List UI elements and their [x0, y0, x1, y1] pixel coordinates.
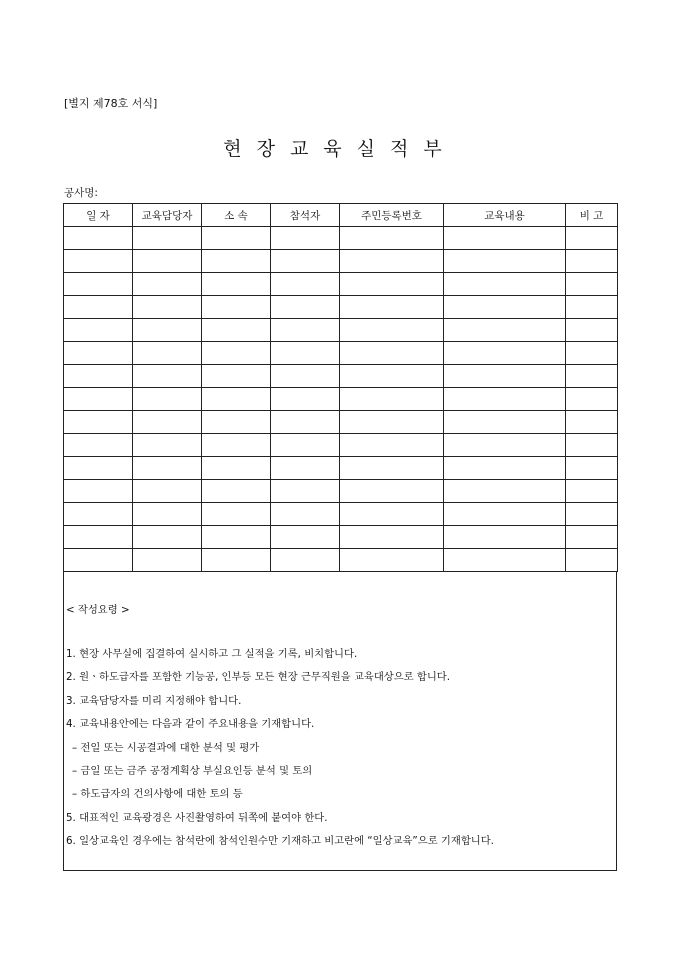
table-row	[64, 319, 618, 342]
table-cell[interactable]	[340, 319, 444, 342]
table-cell[interactable]	[444, 296, 566, 319]
table-row	[64, 411, 618, 434]
table-cell[interactable]	[133, 319, 202, 342]
guide-subitem: – 전일 또는 시공결과에 대한 분석 및 평가	[72, 741, 260, 754]
table-row	[64, 388, 618, 411]
table-cell[interactable]	[64, 388, 133, 411]
table-cell[interactable]	[340, 273, 444, 296]
page-title: 현장교육실적부	[223, 138, 457, 160]
table-row	[64, 365, 618, 388]
table-header-row	[64, 204, 618, 227]
table-cell[interactable]	[64, 526, 133, 549]
table-cell[interactable]	[340, 342, 444, 365]
site-name-label: 공사명:	[64, 187, 98, 199]
table-cell[interactable]	[566, 296, 618, 319]
table-cell[interactable]	[340, 503, 444, 526]
table-cell[interactable]	[64, 480, 133, 503]
table-cell[interactable]	[202, 411, 271, 434]
table-cell[interactable]	[444, 503, 566, 526]
table-cell[interactable]	[202, 480, 271, 503]
header-attendee: 참석자	[271, 204, 340, 227]
table-cell[interactable]	[202, 273, 271, 296]
table-cell[interactable]	[133, 227, 202, 250]
table-cell[interactable]	[64, 549, 133, 572]
table-cell[interactable]	[64, 503, 133, 526]
table-cell[interactable]	[64, 296, 133, 319]
table-cell[interactable]	[340, 480, 444, 503]
table-cell[interactable]	[64, 457, 133, 480]
table-row	[64, 434, 618, 457]
table-cell[interactable]	[271, 250, 340, 273]
table-cell[interactable]	[340, 388, 444, 411]
table-cell[interactable]	[566, 503, 618, 526]
table-cell[interactable]	[64, 434, 133, 457]
table-cell[interactable]	[202, 388, 271, 411]
table-row	[64, 273, 618, 296]
table-cell[interactable]	[271, 549, 340, 572]
table-cell[interactable]	[566, 227, 618, 250]
table-row	[64, 480, 618, 503]
guide-subitem: – 금일 또는 금주 공정계획상 부실요인등 분석 및 토의	[72, 765, 313, 777]
table-cell[interactable]	[340, 434, 444, 457]
table-cell[interactable]	[340, 526, 444, 549]
table-cell[interactable]	[566, 250, 618, 273]
table-cell[interactable]	[271, 480, 340, 503]
guide-item: 6. 일상교육인 경우에는 참석란에 참석인원수만 기재하고 비고란에 “일상교육”으로 기재합니다.	[66, 835, 494, 848]
table-row	[64, 526, 618, 549]
form-number: [별지 제78호 서식]	[64, 97, 158, 110]
table-cell[interactable]	[444, 549, 566, 572]
table-cell[interactable]	[64, 273, 133, 296]
table-cell[interactable]	[444, 250, 566, 273]
table-cell[interactable]	[340, 250, 444, 273]
guide-item: 3. 교육담당자를 미리 지정해야 합니다.	[66, 694, 242, 707]
table-cell[interactable]	[340, 549, 444, 572]
table-row	[64, 549, 618, 572]
table-cell[interactable]	[444, 480, 566, 503]
table-cell[interactable]	[271, 503, 340, 526]
header-resident-number: 주민등록번호	[340, 204, 444, 227]
table-row	[64, 457, 618, 480]
table-cell[interactable]	[133, 457, 202, 480]
table-cell[interactable]	[444, 457, 566, 480]
guide-item: 4. 교육내용안에는 다음과 같이 주요내용을 기재합니다.	[66, 718, 315, 731]
guide-heading: < 작성요령 >	[66, 604, 130, 616]
table-cell[interactable]	[566, 526, 618, 549]
table-cell[interactable]	[202, 365, 271, 388]
table-cell[interactable]	[133, 411, 202, 434]
table-cell[interactable]	[64, 342, 133, 365]
table-cell[interactable]	[566, 457, 618, 480]
guide-item: 2. 원ㆍ하도급자를 포함한 기능공, 인부등 모든 현장 근무직원을 교육대상으로 합니다.	[66, 671, 451, 684]
table-cell[interactable]	[444, 227, 566, 250]
table-cell[interactable]	[444, 319, 566, 342]
table-cell[interactable]	[340, 227, 444, 250]
header-instructor: 교육담당자	[133, 204, 202, 227]
writing-guide	[63, 572, 617, 871]
table-cell[interactable]	[340, 411, 444, 434]
table-cell[interactable]	[202, 319, 271, 342]
table-cell[interactable]	[444, 434, 566, 457]
table-cell[interactable]	[271, 273, 340, 296]
table-cell[interactable]	[133, 480, 202, 503]
table-cell[interactable]	[64, 319, 133, 342]
table-cell[interactable]	[271, 296, 340, 319]
table-cell[interactable]	[566, 434, 618, 457]
table-cell[interactable]	[133, 250, 202, 273]
table-cell[interactable]	[444, 526, 566, 549]
table-cell[interactable]	[133, 342, 202, 365]
table-cell[interactable]	[271, 434, 340, 457]
table-body	[64, 227, 618, 572]
table-cell[interactable]	[271, 457, 340, 480]
table-cell[interactable]	[202, 227, 271, 250]
table-cell[interactable]	[202, 549, 271, 572]
table-cell[interactable]	[202, 526, 271, 549]
header-remarks: 비 고	[566, 204, 618, 227]
table-cell[interactable]	[202, 434, 271, 457]
table-row	[64, 227, 618, 250]
table-cell[interactable]	[202, 296, 271, 319]
table-cell[interactable]	[566, 342, 618, 365]
table-cell[interactable]	[444, 388, 566, 411]
table-cell[interactable]	[566, 365, 618, 388]
table-cell[interactable]	[340, 457, 444, 480]
table-cell[interactable]	[133, 365, 202, 388]
table-cell[interactable]	[64, 227, 133, 250]
table-cell[interactable]	[202, 457, 271, 480]
education-record-table	[63, 203, 618, 572]
header-date: 일 자	[64, 204, 133, 227]
table-cell[interactable]	[444, 365, 566, 388]
guide-subitem: – 하도급자의 건의사항에 대한 토의 등	[72, 788, 243, 801]
table-cell[interactable]	[444, 342, 566, 365]
table-row	[64, 296, 618, 319]
table-cell[interactable]	[566, 549, 618, 572]
table-cell[interactable]	[133, 273, 202, 296]
table-cell[interactable]	[64, 365, 133, 388]
table-cell[interactable]	[566, 273, 618, 296]
table-cell[interactable]	[271, 342, 340, 365]
table-cell[interactable]	[566, 411, 618, 434]
table-cell[interactable]	[133, 503, 202, 526]
table-cell[interactable]	[340, 365, 444, 388]
table-cell[interactable]	[202, 503, 271, 526]
header-affiliation: 소 속	[202, 204, 271, 227]
table-cell[interactable]	[340, 296, 444, 319]
table-cell[interactable]	[133, 526, 202, 549]
table-cell[interactable]	[444, 273, 566, 296]
header-content: 교육내용	[444, 204, 566, 227]
table-row	[64, 250, 618, 273]
table-cell[interactable]	[566, 319, 618, 342]
table-cell[interactable]	[64, 250, 133, 273]
table-cell[interactable]	[133, 434, 202, 457]
table-cell[interactable]	[133, 388, 202, 411]
table-row	[64, 342, 618, 365]
table-cell[interactable]	[566, 480, 618, 503]
table-cell[interactable]	[271, 365, 340, 388]
table-cell[interactable]	[271, 411, 340, 434]
guide-item: 5. 대표적인 교육광경은 사진촬영하여 뒤쪽에 붙여야 한다.	[66, 811, 328, 824]
guide-item: 1. 현장 사무실에 집결하여 실시하고 그 실적을 기록, 비치합니다.	[66, 648, 358, 660]
table-cell[interactable]	[271, 526, 340, 549]
table-cell[interactable]	[271, 227, 340, 250]
table-cell[interactable]	[64, 411, 133, 434]
table-row	[64, 503, 618, 526]
table-cell[interactable]	[133, 549, 202, 572]
table-cell[interactable]	[133, 296, 202, 319]
table-cell[interactable]	[271, 319, 340, 342]
table-cell[interactable]	[202, 250, 271, 273]
table-cell[interactable]	[444, 411, 566, 434]
table-cell[interactable]	[271, 388, 340, 411]
table-cell[interactable]	[202, 342, 271, 365]
table-cell[interactable]	[566, 388, 618, 411]
